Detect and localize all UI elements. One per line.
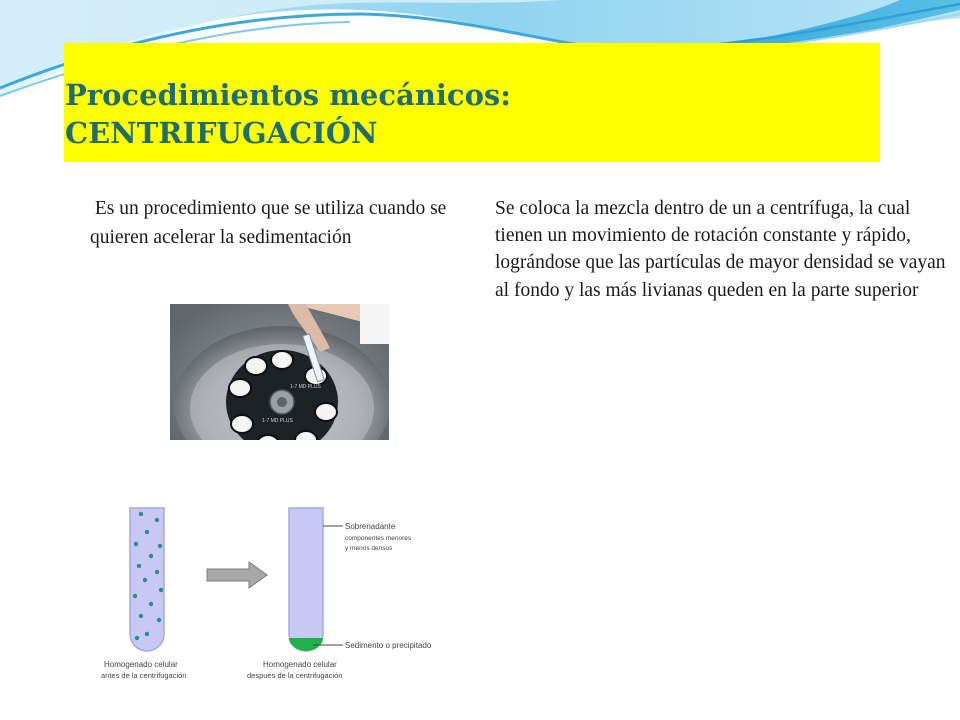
tube-after bbox=[289, 508, 323, 651]
label-componentes-2: y menos densos bbox=[345, 545, 393, 552]
right-arrow-icon bbox=[207, 562, 267, 588]
title-line-2: CENTRIFUGACIÓN bbox=[65, 116, 378, 150]
caption-after-1: Homogenado celular bbox=[263, 660, 337, 669]
tube-before bbox=[130, 508, 164, 651]
label-componentes-1: componentes menores bbox=[345, 535, 412, 542]
label-sedimento: Sedimento o precipitado bbox=[345, 641, 432, 650]
caption-before-2: antes de la centrifugación bbox=[101, 671, 187, 680]
slide-title bbox=[65, 76, 511, 152]
caption-after-2: después de la centrifugación bbox=[247, 671, 343, 680]
caption-before-1: Homogenado celular bbox=[104, 660, 178, 669]
definition-text: Es un procedimiento que se utiliza cuando se quieren acelerar la sedimentación bbox=[90, 198, 452, 248]
title-banner bbox=[64, 43, 880, 162]
rotor-label-1: 1-7 MD PLUS bbox=[262, 418, 293, 424]
rotor-label-2: 1-7 MD PLUS bbox=[290, 384, 321, 390]
label-sobrenadante: Sobrenadante bbox=[345, 522, 396, 531]
sedimentation-diagram bbox=[77, 440, 453, 720]
title-line-1: Procedimientos mecánicos: bbox=[65, 78, 511, 112]
process-description-text: Se coloca la mezcla dentro de un a centrífuga, la cual tienen un movimiento de rotación constante y rápido, lográndose que las partículas de mayor densidad se vayan al fondo y las más livianas queden en la parte superior bbox=[495, 198, 946, 301]
